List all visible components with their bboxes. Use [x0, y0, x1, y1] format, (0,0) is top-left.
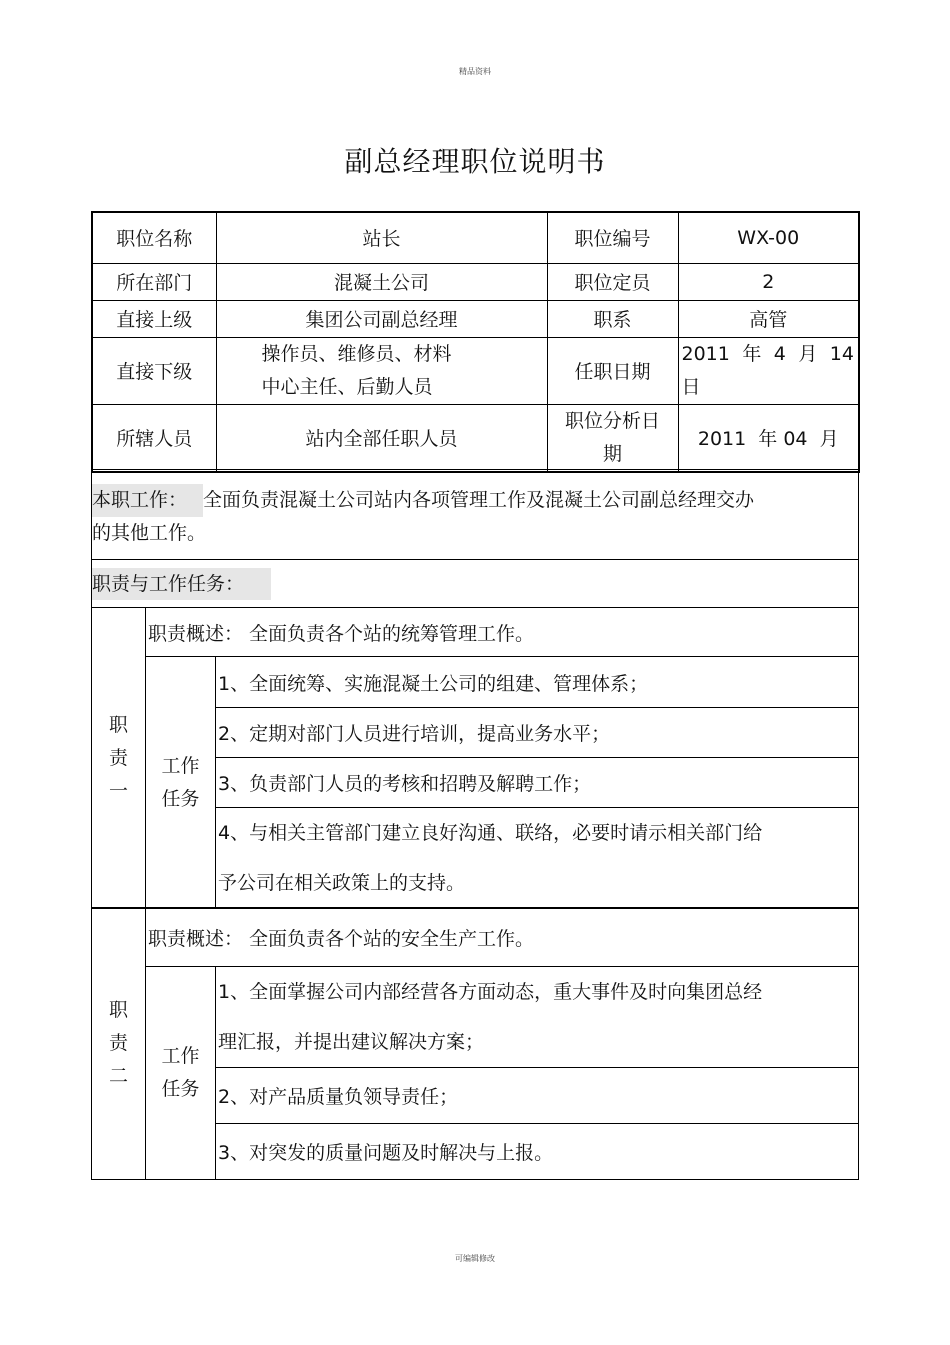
duty-1-label [92, 608, 146, 909]
duty-1-label-char-2: 责 [108, 746, 128, 769]
job-summary-cell [92, 470, 859, 560]
hire-date-line-2: 日 [681, 375, 701, 398]
duty-2-task-2: 2、对产品质量负领导责任； [216, 1068, 859, 1124]
hire-date-month: 4 [773, 342, 786, 365]
duty-2-label-char-1: 职 [108, 999, 128, 1021]
duty-1-task-4-line-1: 4、与相关主管部门建立良好沟通、联络，必要时请示相关部门给 [218, 822, 763, 844]
duty-2-task-1-line-2: 理汇报，并提出建议解决方案； [218, 1031, 485, 1053]
duty-1-task-3: 3、负责部门人员的考核和招聘及解聘工作； [216, 758, 859, 808]
department-value: 混凝土公司 [216, 263, 547, 300]
header-note: 精品资料 [459, 67, 491, 76]
duty-1-tasks-label [146, 657, 216, 909]
hire-date-line-1 [679, 338, 859, 371]
duty-2-task-1 [216, 967, 859, 1068]
duty-2-tasks-label-line-1: 工作 [161, 1045, 200, 1067]
hire-date-year: 2011 [681, 342, 730, 365]
subordinate-line-1: 操作员、维修员、材料 [261, 342, 452, 365]
hire-date-label: 任职日期 [547, 337, 678, 404]
headcount-value: 2 [678, 263, 859, 300]
duty-2-tasks-label-line-2: 任务 [161, 1078, 200, 1100]
position-name-label: 职位名称 [92, 212, 216, 263]
duty-2-label [92, 908, 146, 1180]
duty-1-label-char-3: 一 [108, 779, 128, 802]
headcount-label: 职位定员 [547, 263, 678, 300]
series-label: 职系 [547, 300, 678, 337]
duties-heading-label: 职责与工作任务： [92, 568, 271, 600]
duty-2-task-3: 3、对突发的质量问题及时解决与上报。 [216, 1124, 859, 1180]
page-title: 副总经理职位说明书 [344, 145, 606, 178]
duty-2-label-char-2: 责 [108, 1032, 128, 1054]
hire-date-day: 14 [829, 342, 854, 365]
superior-value: 集团公司副总经理 [216, 300, 547, 337]
job-summary-text-line-1: 全面负责混凝土公司站内各项管理工作及混凝土公司副总经理交办 [203, 489, 755, 511]
duty-1-label-char-1: 职 [108, 713, 128, 736]
footer-note: 可编辑修改 [455, 1254, 495, 1263]
analysis-date-label-line-2: 期 [602, 442, 622, 465]
duty-1-tasks-label-line-2: 任务 [161, 787, 200, 810]
hire-date-value [678, 337, 859, 404]
analysis-date-label-line-1: 职位分析日 [564, 409, 660, 432]
position-code-label: 职位编号 [547, 212, 678, 263]
job-summary-table [91, 469, 859, 608]
duty-1-task-2: 2、定期对部门人员进行培训，提高业务水平； [216, 708, 859, 758]
duty-1-task-4 [216, 808, 859, 909]
duty-1-tasks-label-line-1: 工作 [161, 754, 200, 777]
duty-2-table [91, 907, 859, 1180]
duty-1-task-1: 1、全面统筹、实施混凝土公司的组建、管理体系； [216, 657, 859, 708]
staff-value: 站内全部任职人员 [216, 404, 547, 472]
department-label: 所在部门 [92, 263, 216, 300]
duty-1-task-4-line-2: 予公司在相关政策上的支持。 [218, 872, 466, 894]
duty-1-summary: 职责概述： 全面负责各个站的统筹管理工作。 [146, 608, 859, 657]
duty-2-tasks-label [146, 967, 216, 1180]
basic-info-table [91, 211, 860, 473]
series-value: 高管 [678, 300, 859, 337]
analysis-date-label [547, 404, 678, 472]
staff-label: 所辖人员 [92, 404, 216, 472]
hire-date-year-unit: 年 [742, 342, 762, 365]
superior-label: 直接上级 [92, 300, 216, 337]
job-summary-text-line-2: 的其他工作。 [92, 522, 207, 544]
duty-2-summary: 职责概述： 全面负责各个站的安全生产工作。 [146, 908, 859, 967]
subordinate-line-2: 中心主任、后勤人员 [261, 375, 433, 398]
duty-1-table [91, 607, 859, 909]
subordinate-label: 直接下级 [92, 337, 216, 404]
position-code-value: WX-00 [678, 212, 859, 263]
subordinate-value [216, 337, 547, 404]
job-summary-label: 本职工作： [92, 484, 203, 517]
duty-2-label-char-3: 二 [108, 1065, 128, 1087]
analysis-date-value: 2011 年 04 月 [678, 404, 859, 472]
position-name-value: 站长 [216, 212, 547, 263]
duties-heading-cell [92, 560, 859, 608]
hire-date-month-unit: 月 [798, 342, 818, 365]
duty-2-task-1-line-1: 1、全面掌握公司内部经营各方面动态，重大事件及时向集团总经 [218, 981, 763, 1003]
